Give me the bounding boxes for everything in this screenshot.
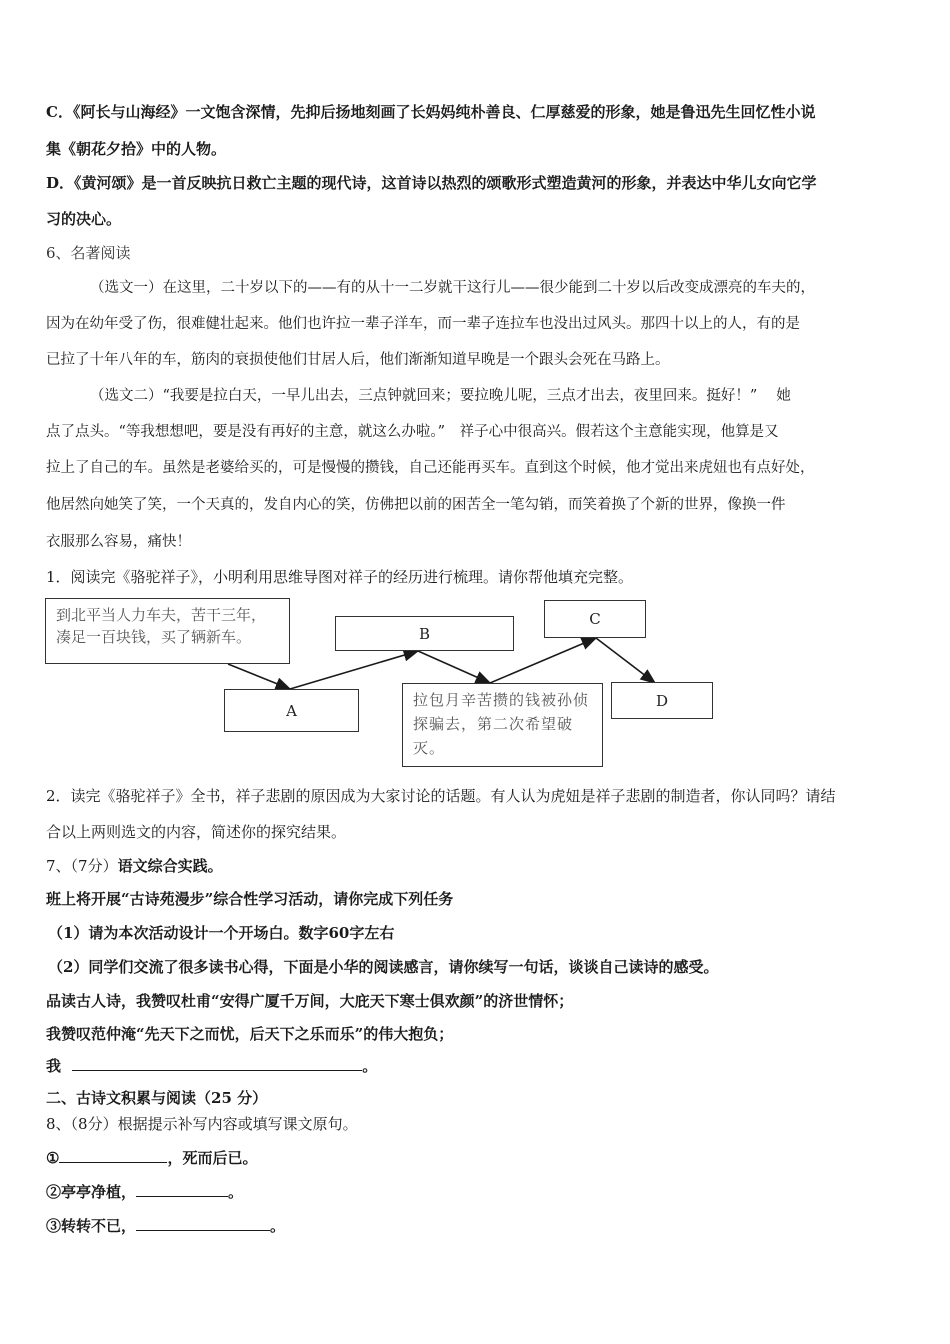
- mindmap-box-d: [611, 682, 713, 719]
- q8-item2-blank[interactable]: [136, 1182, 228, 1197]
- q7-line3-suffix: 。: [362, 1057, 378, 1075]
- q8-item1-prefix: ①: [46, 1149, 60, 1167]
- excerpt2-line: 拉上了自己的车。虽然是老婆给买的，可是慢慢的攒钱，自己还能再买车。直到这个时候，他才觉出来虎妞也有点好处，: [46, 460, 815, 476]
- q7-line3-prefix: 我: [46, 1057, 62, 1075]
- mindmap-box-b: [335, 616, 514, 651]
- excerpt2-line: 点了点头。“等我想想吧，要是没有再好的主意，就这么办啦。” 祥子心中很高兴。假若这个主意能实现，他算是又: [46, 424, 779, 440]
- arrow-a-to-b: [290, 651, 418, 689]
- q8-item2-suffix: 。: [228, 1183, 244, 1201]
- excerpt2-line: 衣服那么容易，痛快！: [46, 534, 191, 550]
- mindmap-middle-box: [402, 683, 603, 767]
- excerpt1-line: 因为在幼年受了伤，很难健壮起来。他们也许拉一辈子洋车，而一辈子连拉车也没出过风头。那四十以上的人，有的是: [46, 316, 800, 332]
- mindmap-start-text: 到北平当人力车夫，苦干三年，凑足一百块钱，买了辆新车。: [56, 606, 267, 646]
- q8-item3-blank[interactable]: [136, 1216, 270, 1231]
- q8-item3-suffix: 。: [270, 1217, 286, 1235]
- option-c-line2: 集《朝花夕拾》中的人物。: [46, 140, 227, 158]
- q7-line1: 品读古人诗，我赞叹杜甫“安得广厦千万间，大庇天下寒士俱欢颜”的济世情怀；: [46, 992, 574, 1010]
- mindmap-start-box: [45, 598, 290, 664]
- mindmap-label-a: A: [286, 701, 297, 720]
- excerpt2-line: 他居然向她笑了笑，一个天真的，发自内心的笑，仿佛把以前的困苦全一笔勾销，而笑着换了个新的世界，像换一件: [46, 497, 786, 513]
- q7-answer-blank[interactable]: [72, 1056, 362, 1071]
- q8-item3-prefix: ③转转不已，: [46, 1217, 137, 1235]
- excerpt1-line: 已拉了十年八年的车，筋肉的衰损使他们甘居人后，他们渐渐知道早晚是一个跟头会死在马路上。: [46, 352, 670, 368]
- mindmap-label-b: B: [418, 624, 431, 643]
- q7-line3: [46, 1056, 377, 1076]
- q6-sub1: 1．阅读完《骆驼祥子》，小明利用思维导图对祥子的经历进行梳理。请你帮他填充完整。: [46, 568, 634, 586]
- excerpt2-line: （选文二）“我要是拉白天，一早儿出去，三点钟就回来；要拉晚儿呢，三点才出去，夜里回来。挺好！” 她: [90, 388, 791, 404]
- mindmap-label-d: D: [655, 691, 669, 710]
- mindmap-middle-text: 拉包月辛苦攒的钱被孙侦探骗去，第二次希望破灭。: [413, 691, 590, 757]
- q7-intro: 班上将开展“古诗苑漫步”综合性学习活动，请你完成下列任务: [46, 890, 454, 908]
- q6-heading: 6、名著阅读: [46, 244, 131, 262]
- q8-item3: [46, 1216, 285, 1236]
- q8-item1-suffix: ，死而后已。: [167, 1149, 258, 1167]
- q7-heading-number: 7、（7分）: [46, 857, 118, 875]
- q7-heading-text: 语文综合实践。: [117, 857, 223, 875]
- mindmap-box-a: [224, 689, 359, 732]
- q8-item1: [46, 1148, 257, 1168]
- q7-line2: 我赞叹范仲淹“先天下之而忧，后天下之乐而乐”的伟大抱负；: [46, 1025, 454, 1043]
- mindmap-box-c: [544, 600, 646, 638]
- arrow-start-to-a: [228, 664, 290, 689]
- q7-task1: （1）请为本次活动设计一个开场白。数字60字左右: [48, 924, 395, 942]
- q6-sub2-line2: 合以上两则选文的内容，简述你的探究结果。: [46, 823, 347, 841]
- excerpt1-line: （选文一）在这里，二十岁以下的——有的从十一二岁就干这行儿——很少能到二十岁以后改变成漂亮的车夫的，: [90, 280, 815, 296]
- q8-heading: 8、（8分）根据提示补写内容或填写课文原句。: [46, 1115, 358, 1133]
- q7-task2: （2）同学们交流了很多读书心得，下面是小华的阅读感言，请你续写一句话，谈谈自己读诗的感受。: [48, 958, 719, 976]
- q6-sub2-line1: 2．读完《骆驼祥子》全书，祥子悲剧的原因成为大家讨论的话题。有人认为虎妞是祥子悲剧的制造者，你认同吗？请结: [46, 787, 836, 805]
- section2-heading: 二、古诗文积累与阅读（25 分）: [46, 1089, 268, 1107]
- arrow-c-to-d: [596, 638, 655, 683]
- arrow-b-to-middle: [418, 651, 490, 683]
- q7-heading: [46, 856, 223, 876]
- q8-item1-blank[interactable]: [59, 1148, 167, 1163]
- mindmap-label-c: C: [589, 610, 601, 628]
- option-d-line1: D．《黄河颂》是一首反映抗日救亡主题的现代诗，这首诗以热烈的颂歌形式塑造黄河的形象，并表达中华儿女向它学: [46, 174, 817, 192]
- option-d-line2: 习的决心。: [46, 210, 122, 228]
- q8-item2-prefix: ②亭亭净植，: [46, 1183, 137, 1201]
- q8-item2: [46, 1182, 243, 1202]
- option-c-line1: C．《阿长与山海经》一文饱含深情，先抑后扬地刻画了长妈妈纯朴善良、仁厚慈爱的形象，她是鲁迅先生回忆性小说: [46, 103, 816, 121]
